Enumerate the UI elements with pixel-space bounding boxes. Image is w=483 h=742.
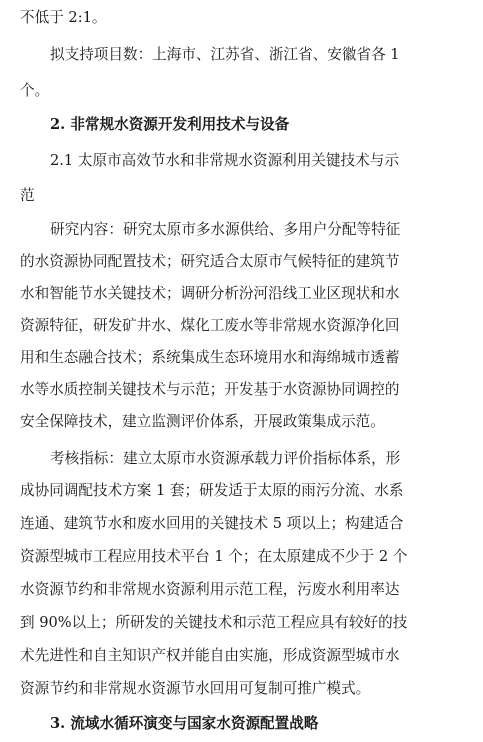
- text-line-7: 研究内容：研究太原市多水源供给、多用户分配等特征: [50, 221, 401, 238]
- text-line-17: 资源型城市工程应用技术平台 1 个；在太原建成不少于 2 个: [20, 548, 408, 565]
- text-line-6: 范: [20, 187, 35, 204]
- text-line-13: 安全保障技术，建立监测评价体系，开展政策集成示范。: [20, 413, 385, 430]
- section-heading-2: 2. 非常规水资源开发利用技术与设备: [50, 116, 290, 133]
- text-line-20: 术先进性和自主知识产权并能自由实施，形成资源型城市水: [20, 647, 400, 664]
- text-line-14: 考核指标：建立太原市水资源承载力评价指标体系，形: [50, 450, 401, 467]
- section-heading-3: 3. 流域水循环演变与国家水资源配置战略: [50, 715, 319, 732]
- text-line-19: 到 90%以上；所研发的关键技术和示范工程应具有较好的技: [20, 614, 408, 631]
- text-line-8: 的水资源协同配置技术；研究适合太原市气候特征的建筑节: [20, 253, 400, 270]
- subsection-heading-2-1: 2.1 太原市高效节水和非常规水资源利用关键技术与示: [50, 152, 399, 169]
- text-line-12: 水等水质控制关键技术与示范；开发基于水资源协同调控的: [20, 381, 400, 398]
- text-line-16: 连通、建筑节水和废水回用的关键技术 5 项以上；构建适合: [20, 515, 404, 532]
- text-line-21: 资源节约和非常规水资源节水回用可复制可推广模式。: [20, 680, 371, 697]
- text-line-10: 资源特征，研发矿井水、煤化工废水等非常规水资源净化回: [20, 317, 400, 334]
- text-line-1: 不低于 2:1。: [20, 9, 107, 26]
- text-line-11: 用和生态融合技术；系统集成生态环境用水和海绵城市透蓄: [20, 349, 400, 366]
- text-line-9: 水和智能节水关键技术；调研分析汾河沿线工业区现状和水: [20, 285, 400, 302]
- text-line-15: 成协同调配技术方案 1 套；研发适于太原的雨污分流、水系: [20, 482, 404, 499]
- text-line-3: 个。: [20, 82, 50, 99]
- text-line-2: 拟支持项目数：上海市、江苏省、浙江省、安徽省各 1: [50, 46, 400, 63]
- text-line-18: 水资源节约和非常规水资源利用示范工程，污废水利用率达: [20, 581, 400, 598]
